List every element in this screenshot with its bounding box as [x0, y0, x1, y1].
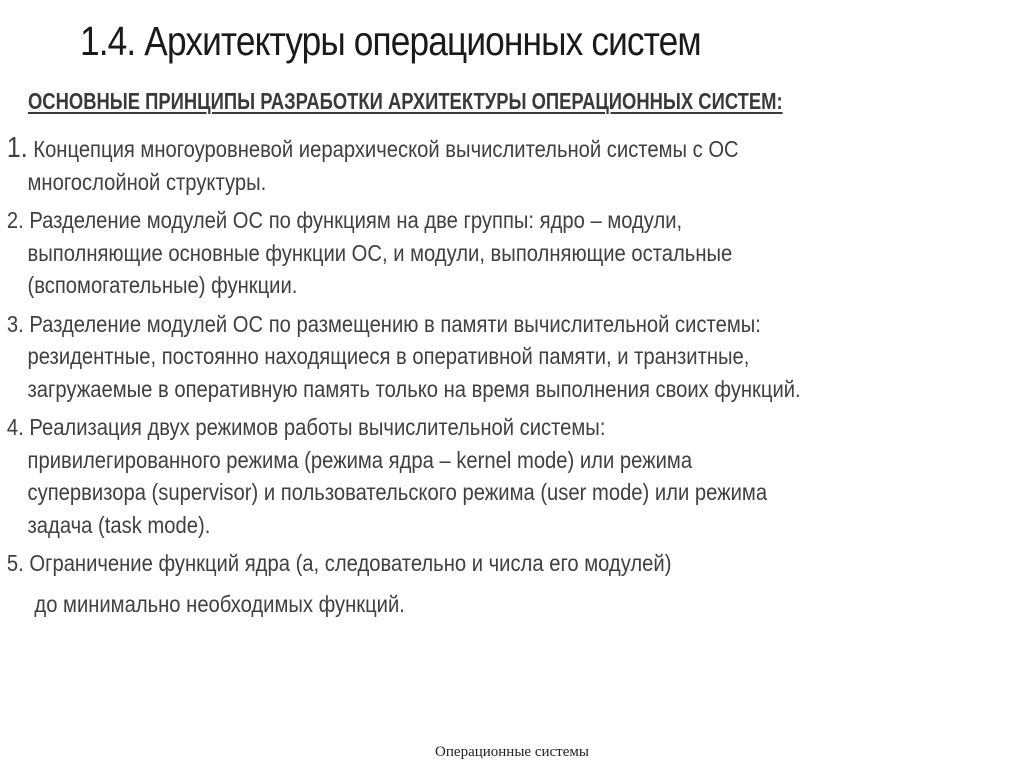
list-item-2 — [0, 204, 946, 302]
list-item-continuation: резидентные, постоянно находящиеся в оперативной памяти, и транзитные, — [27, 343, 750, 369]
list-item-continuation: до минимально необходимых функций. — [34, 590, 405, 617]
list-item-text: Ограничение функций ядра (а, следовательно и числа его модулей) — [23, 550, 672, 576]
list-item-5 — [0, 547, 946, 620]
list-item-text: Концепция многоуровневой иерархической вычислительной системы с ОС — [27, 136, 739, 162]
list-item-continuation: привилегированного режима (режима ядра – kernel mode) или режима — [27, 446, 693, 473]
list-item-first-line — [0, 132, 946, 166]
list-item-text: Реализация двух режимов работы вычислительной системы: — [23, 414, 606, 440]
list-item-3 — [0, 308, 946, 406]
list-item-number: 5. — [6, 550, 24, 576]
list-item-continuation: задача (task mode). — [27, 511, 211, 538]
list-item-text: Разделение модулей ОС по размещению в памяти вычислительной системы: — [23, 310, 761, 337]
list-item-continuation: выполняющие основные функции ОС, и модули, выполняющие остальные — [27, 239, 733, 266]
list-item-number: 3. — [6, 310, 24, 337]
list-item-1 — [0, 132, 946, 198]
list-item-first-line — [0, 204, 946, 237]
list-item-number: 2. — [6, 207, 24, 233]
list-item-first-line — [0, 547, 946, 580]
section-subtitle: ОСНОВНЫЕ ПРИНЦИПЫ РАЗРАБОТКИ АРХИТЕКТУРЫ ОПЕРАЦИОННЫХ СИСТЕМ: — [28, 88, 783, 114]
list-item-continuation: супервизора (supervisor) и пользовательского режима (user mode) или режима — [27, 479, 768, 505]
list-item-4 — [0, 411, 946, 541]
list-item-first-line — [0, 308, 946, 341]
slide-title: 1.4. Архитектуры операционных систем — [80, 18, 701, 64]
list-item-number: 4. — [6, 414, 24, 440]
list-item-number: 1. — [6, 132, 28, 164]
list-item-text: Разделение модулей ОС по функциям на две группы: ядро – модули, — [23, 207, 683, 233]
list-item-first-line — [0, 411, 946, 444]
list-item-continuation: многослойной структуры. — [27, 168, 267, 195]
slide-footer: Операционные системы — [435, 744, 589, 760]
list-item-continuation: загружаемые в оперативную память только на время выполнения своих функций. — [27, 375, 801, 402]
list-item-continuation: (вспомогательные) функции. — [27, 272, 298, 298]
principles-list — [0, 132, 1024, 620]
